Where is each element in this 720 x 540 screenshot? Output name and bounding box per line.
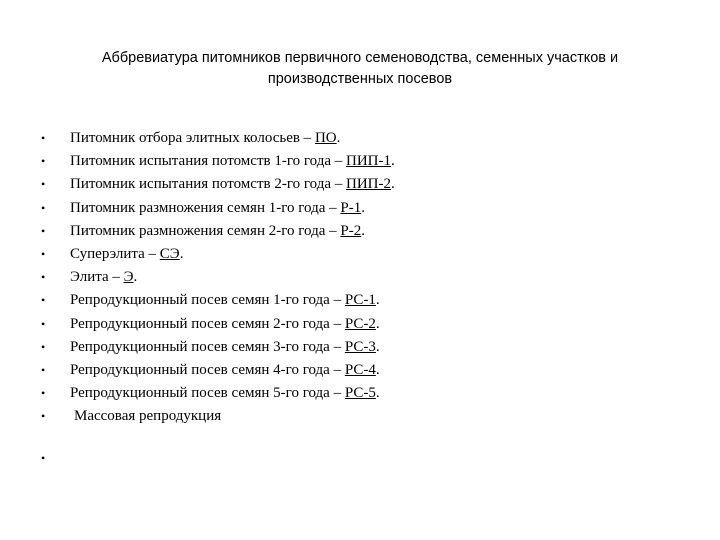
title-line-2: производственных посевов [267,71,453,87]
item-text: Массовая репродукция [74,408,222,425]
list-item [0,289,720,312]
item-text: Репродукционный посев семян 2-го года – [70,315,345,332]
item-end: . [375,292,380,309]
item-text: Репродукционный посев семян 1-го года – [70,292,345,309]
item-text: Питомник отбора элитных колосьев – [70,130,315,146]
abbreviation-list [0,127,720,428]
empty-bullet-icon: • [41,451,46,465]
item-text: Репродукционный посев семян 3-го года – [70,338,345,355]
item-abbreviation: СЭ [159,245,180,262]
item-abbreviation: РС-2 [344,315,376,332]
item-end: . [179,245,184,262]
item-end: . [361,199,365,216]
bullet-icon: • [41,409,46,424]
item-text: Репродукционный посев семян 4-го года – [70,361,345,378]
title-line-1: Аббревиатура питомников первичного семеноводства, семенных участков и [101,50,619,66]
bullet-icon: • [41,362,46,377]
list-item [0,336,720,359]
item-abbreviation: РС-1 [344,292,376,309]
list-item [0,197,720,220]
bullet-icon: • [41,270,46,285]
item-end: . [361,222,365,239]
list-item [0,313,720,336]
bullet-icon: • [41,339,46,354]
bullet-icon: • [41,200,46,215]
item-end: . [336,130,341,146]
item-abbreviation: РС-4 [344,361,376,378]
item-text: Питомник испытания потомств 2-го года – [70,176,347,193]
list-item [0,359,720,382]
item-abbreviation: РС-5 [344,385,376,402]
item-text: Питомник размножения семян 1-го года – [70,199,341,216]
bullet-icon: • [41,131,46,145]
bullet-icon: • [41,386,46,401]
item-end: . [375,361,380,378]
list-item [0,382,720,405]
bullet-icon: • [41,293,46,308]
item-text: Элита – [70,269,124,286]
item-abbreviation: Р-2 [340,222,362,239]
page-title [40,48,680,90]
list-item [0,243,720,266]
list-item [0,405,720,428]
list-item [0,220,720,243]
item-text: Питомник испытания потомств 1-го года – [70,153,347,170]
item-abbreviation: ПО [314,130,337,146]
item-text: Суперэлита – [70,245,160,262]
item-end: . [391,176,395,193]
item-end: . [391,153,395,170]
item-text: Репродукционный посев семян 5-го года – [70,385,345,402]
item-end: . [133,269,138,286]
bullet-icon: • [41,177,46,192]
bullet-icon: • [41,223,46,238]
item-end: . [375,338,380,355]
bullet-icon: • [41,316,46,331]
list-item [0,266,720,289]
item-text: Питомник размножения семян 2-го года – [70,222,341,239]
list-item [0,127,720,150]
bullet-icon: • [41,246,46,261]
item-abbreviation: Р-1 [340,199,362,216]
list-item [0,150,720,173]
item-abbreviation: ПИП-1 [346,153,392,170]
item-abbreviation: ПИП-2 [346,176,392,193]
item-abbreviation: РС-3 [344,338,376,355]
item-end: . [375,385,380,402]
item-abbreviation: Э [123,269,134,286]
item-end: . [375,315,380,332]
list-item [0,173,720,196]
bullet-icon: • [41,154,46,169]
